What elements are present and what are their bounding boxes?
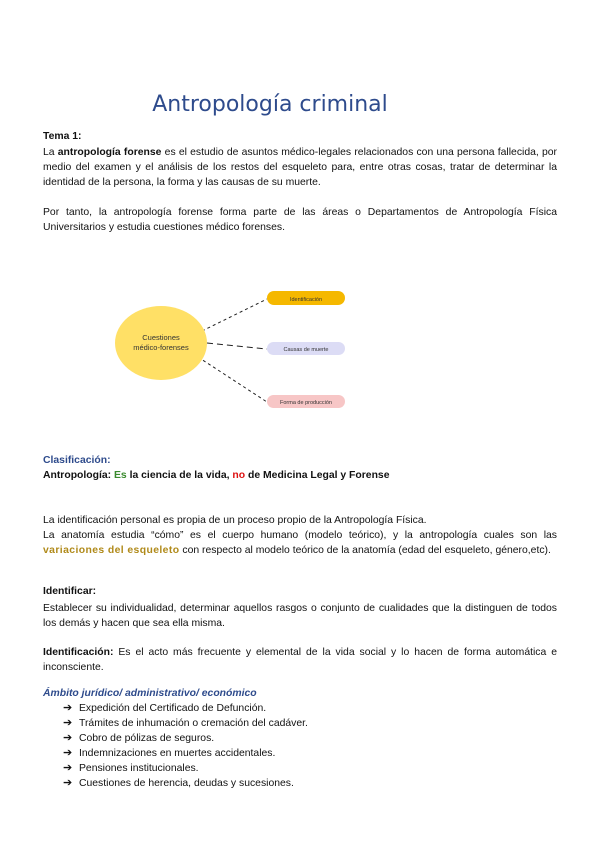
- list-item: [63, 716, 308, 731]
- tema-p1-start: La: [43, 147, 58, 158]
- clasificacion-no: no: [232, 470, 246, 481]
- arrow-right-icon: ➔: [63, 702, 73, 714]
- list-item: [63, 776, 308, 791]
- arrow-right-icon: ➔: [63, 747, 73, 759]
- ambito-heading: Ámbito jurídico/ administrativo/ económico: [43, 688, 257, 699]
- list-item-text: Pensiones institucionales.: [79, 763, 199, 774]
- ambito-list: [63, 701, 308, 791]
- concept-diagram: [110, 285, 360, 415]
- list-item-text: Expedición del Certificado de Defunción.: [79, 703, 267, 714]
- arrow-right-icon: ➔: [63, 777, 73, 789]
- list-item: [63, 701, 308, 716]
- tema-heading: Tema 1:: [43, 131, 82, 142]
- page-title: Antropología criminal: [152, 92, 388, 117]
- tema-p1-rest: es el estudio de asuntos médico-legales relacionados con una persona fallecida, por medio del examen y el análisis de los restos del esqueleto para, entre otras cosas, tratar de determinar la identidad de la persona, la forma y las causas de su muerte.: [43, 147, 557, 188]
- tema-paragraph-2: Por tanto, la antropología forense forma parte de las áreas o Departamentos de Antropología Física Universitarios y estudia cuestiones médico forenses.: [43, 207, 557, 233]
- center-label-line2: médico-forenses: [133, 343, 189, 352]
- term-antropologia-forense: antropología forense: [57, 147, 162, 158]
- node-causas-label: Causas de muerte: [283, 347, 329, 353]
- term-variaciones-del-esqueleto: variaciones del esqueleto: [43, 545, 180, 556]
- clasificacion-a: Antropología:: [43, 470, 114, 481]
- node-forma-label: Forma de producción: [280, 400, 332, 406]
- ip-line2-end: con respecto al modelo teórico de la anatomía (edad del esqueleto, género,etc).: [179, 545, 551, 556]
- list-item-text: Cobro de pólizas de seguros.: [79, 733, 215, 744]
- tema-paragraph-1: [43, 145, 557, 190]
- clasificacion-c: de Medicina Legal y Forense: [245, 470, 390, 481]
- identificar-text: Establecer su individualidad, determinar aquellos rasgos o conjunto de cualidades que la distinguen de todos los demás y hacen que sea ella misma.: [43, 603, 557, 629]
- list-item: [63, 761, 308, 776]
- arrow-right-icon: ➔: [63, 732, 73, 744]
- list-item-text: Indemnizaciones en muertes accidentales.: [79, 748, 276, 759]
- arrow-right-icon: ➔: [63, 762, 73, 774]
- connector-forma: [198, 357, 267, 402]
- identificacion-personal-paragraph: [43, 528, 557, 558]
- identificacion-label: Identificación:: [43, 647, 114, 658]
- list-item-text: Cuestiones de herencia, deudas y sucesiones.: [79, 778, 294, 789]
- ip-line2-start: La anatomía estudia “cómo” es el cuerpo humano (modelo teórico), y la antropología cuales son las: [43, 530, 557, 541]
- identificar-heading: Identificar:: [43, 586, 97, 597]
- connector-identificacion: [202, 299, 267, 331]
- identificacion-personal-line1: La identificación personal es propia de un proceso propio de la Antropología Física.: [43, 515, 427, 526]
- list-item-text: Trámites de inhumación o cremación del cadáver.: [79, 718, 308, 729]
- clasificacion-b: la ciencia de la vida,: [126, 470, 233, 481]
- connector-causas: [207, 343, 267, 349]
- clasificacion-line: [43, 470, 389, 481]
- clasificacion-heading: Clasificación:: [43, 455, 111, 466]
- list-item: [63, 746, 308, 761]
- identificacion-text: Es el acto más frecuente y elemental de la vida social y lo hacen de forma automática e inconsciente.: [43, 647, 557, 673]
- clasificacion-es: Es: [114, 470, 127, 481]
- identificacion-paragraph: [43, 645, 557, 675]
- list-item: [63, 731, 308, 746]
- node-identificacion-label: Identificación: [289, 297, 323, 303]
- center-label-line1: Cuestiones: [142, 333, 180, 342]
- arrow-right-icon: ➔: [63, 717, 73, 729]
